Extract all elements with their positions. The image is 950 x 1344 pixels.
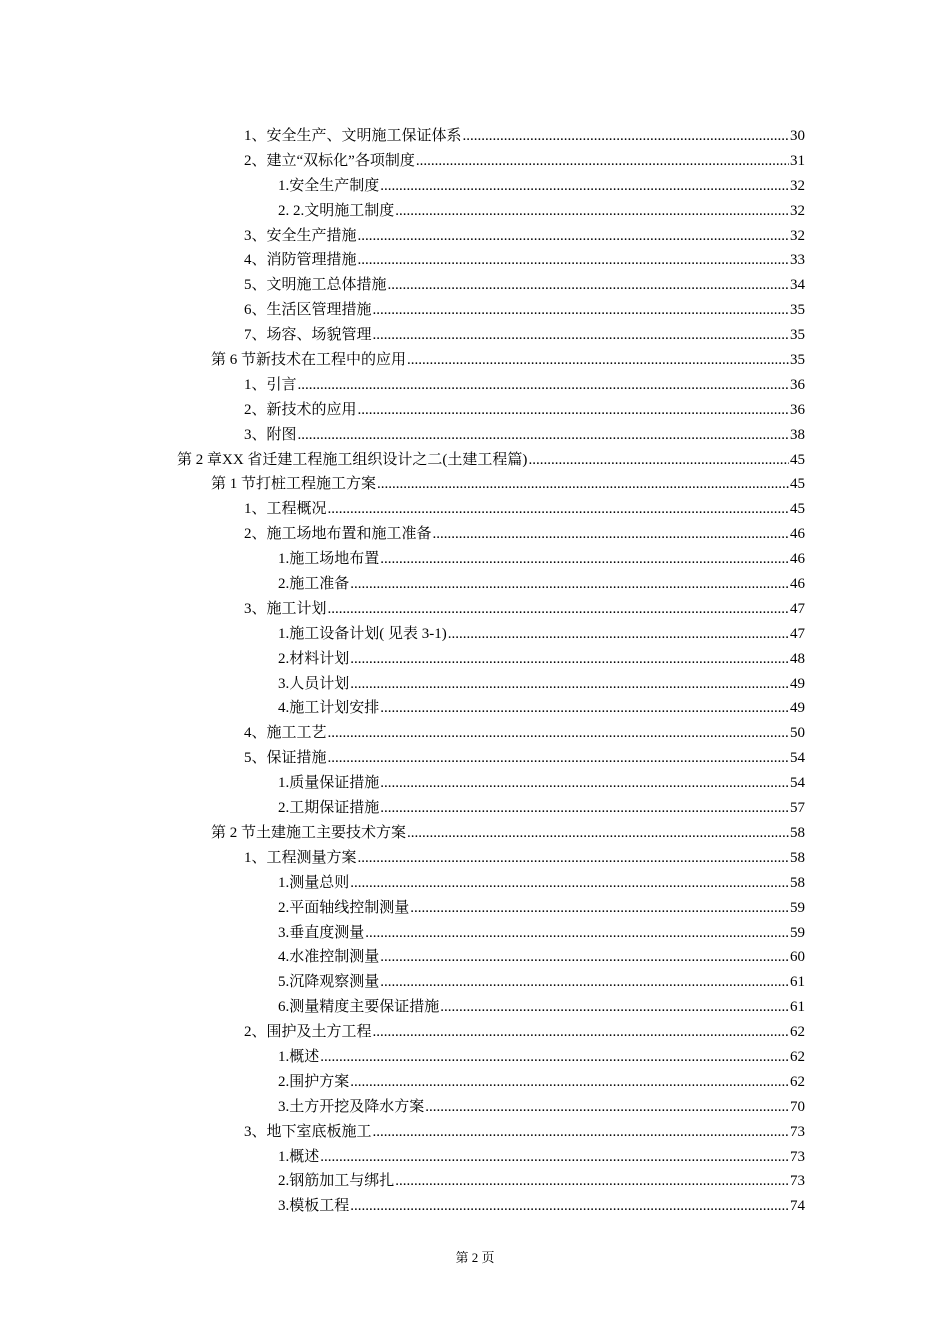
toc-entry-number: 2. [278, 1173, 290, 1190]
toc-entry-page: 59 [790, 924, 805, 941]
toc-entry-page: 61 [790, 999, 805, 1016]
toc-entry[interactable] [0, 497, 950, 522]
toc-entry[interactable] [0, 174, 950, 199]
toc-entry-page: 38 [790, 426, 805, 443]
toc-entry-title: 工期保证措施 [289, 800, 380, 817]
toc-leader-dots [380, 945, 789, 970]
toc-entry-number: 2. [278, 899, 290, 916]
toc-entry[interactable] [0, 995, 950, 1020]
toc-entry-number: 2、 [244, 1024, 267, 1041]
toc-entry-number: 4. [278, 700, 290, 717]
toc-entry[interactable] [0, 348, 950, 373]
toc-entry-page: 58 [790, 824, 805, 841]
toc-entry-title: 安全生产制度 [289, 177, 380, 194]
toc-entry-page: 73 [790, 1148, 805, 1165]
toc-entry[interactable] [0, 373, 950, 398]
toc-entry-number: 1. [278, 874, 290, 891]
toc-leader-dots [350, 647, 789, 672]
toc-entry[interactable] [0, 472, 950, 497]
toc-entry-title: 材料计划 [289, 650, 350, 667]
toc-entry-title: 围护方案 [289, 1073, 350, 1090]
toc-entry-title: 文明施工总体措施 [266, 277, 387, 294]
toc-entry-page: 50 [790, 725, 805, 742]
toc-entry[interactable] [0, 970, 950, 995]
toc-leader-dots [395, 1169, 789, 1194]
toc-entry-title: 概述 [289, 1048, 320, 1065]
toc-entry-page: 62 [790, 1024, 805, 1041]
toc-entry[interactable] [0, 896, 950, 921]
toc-leader-dots [373, 1020, 789, 1045]
toc-entry[interactable] [0, 1095, 950, 1120]
toc-entry[interactable] [0, 224, 950, 249]
toc-leader-dots [350, 572, 789, 597]
toc-entry-title: 施工工艺 [266, 725, 327, 742]
toc-leader-dots [380, 547, 789, 572]
toc-entry[interactable] [0, 323, 950, 348]
toc-entry-page: 60 [790, 949, 805, 966]
toc-entry-number: 6、 [244, 302, 267, 319]
toc-entry-title: 新技术在工程中的应用 [256, 352, 407, 369]
toc-entry-title: 施工计划安排 [289, 700, 380, 717]
toc-entry[interactable] [0, 423, 950, 448]
toc-entry-number: 5、 [244, 750, 267, 767]
toc-entry-number: 5、 [244, 277, 267, 294]
toc-leader-dots [380, 970, 789, 995]
toc-entry-number: 3. [278, 1198, 290, 1215]
toc-entry[interactable] [0, 1120, 950, 1145]
toc-entry-title: 安全生产措施 [266, 227, 357, 244]
toc-leader-dots [463, 124, 789, 149]
toc-entry[interactable] [0, 572, 950, 597]
toc-entry-page: 54 [790, 750, 805, 767]
toc-entry-number: 1、 [244, 376, 267, 393]
toc-leader-dots [380, 696, 789, 721]
toc-leader-dots [350, 1194, 789, 1219]
toc-entry-page: 36 [790, 401, 805, 418]
toc-leader-dots [395, 199, 789, 224]
toc-entry-page: 35 [790, 327, 805, 344]
toc-leader-dots [358, 248, 789, 273]
toc-entry-page: 46 [790, 551, 805, 568]
toc-entry-number: 2. [278, 576, 290, 593]
toc-leader-dots [328, 597, 789, 622]
toc-leader-dots [410, 896, 789, 921]
toc-entry-number: 3、 [244, 426, 267, 443]
toc-entry-number: 2. 2. [278, 202, 305, 219]
toc-entry-title: 引言 [266, 376, 297, 393]
toc-entry-title: 沉降观察测量 [289, 974, 380, 991]
toc-entry-title: 工程测量方案 [266, 849, 357, 866]
toc-entry-number: 3. [278, 675, 290, 692]
toc-entry-title: 保证措施 [266, 750, 327, 767]
toc-leader-dots [373, 1120, 789, 1145]
toc-entry[interactable] [0, 1194, 950, 1219]
toc-entry[interactable] [0, 846, 950, 871]
toc-entry-number: 1. [278, 177, 290, 194]
toc-entry-page: 59 [790, 899, 805, 916]
toc-entry[interactable] [0, 647, 950, 672]
toc-leader-dots [298, 423, 789, 448]
toc-entry-title: 施工准备 [289, 576, 350, 593]
toc-entry[interactable] [0, 1169, 950, 1194]
toc-entry-page: 57 [790, 800, 805, 817]
toc-entry[interactable] [0, 149, 950, 174]
toc-entry-number: 1. [278, 1048, 290, 1065]
toc-leader-dots [528, 448, 789, 473]
toc-leader-dots [380, 771, 789, 796]
toc-entry-title: 测量总则 [289, 874, 350, 891]
toc-entry[interactable] [0, 124, 950, 149]
toc-entry-page: 46 [790, 576, 805, 593]
toc-entry[interactable] [0, 1045, 950, 1070]
toc-leader-dots [328, 497, 789, 522]
toc-leader-dots [320, 1045, 789, 1070]
toc-entry[interactable] [0, 672, 950, 697]
toc-entry-page: 32 [790, 202, 805, 219]
toc-leader-dots [373, 298, 789, 323]
toc-entry-page: 62 [790, 1048, 805, 1065]
toc-entry-number: 1、 [244, 501, 267, 518]
toc-entry-number: 5. [278, 974, 290, 991]
toc-entry-number: 3、 [244, 1123, 267, 1140]
toc-entry[interactable] [0, 696, 950, 721]
toc-entry[interactable] [0, 796, 950, 821]
toc-leader-dots [425, 1095, 789, 1120]
toc-entry-title: 概述 [289, 1148, 320, 1165]
toc-entry-title: 质量保证措施 [289, 775, 380, 792]
toc-entry-title: 文明施工制度 [304, 202, 395, 219]
toc-leader-dots [416, 149, 789, 174]
toc-entry-title: XX 省迁建工程施工组织设计之二(土建工程篇) [222, 451, 528, 468]
toc-entry-title: 施工场地布置 [289, 551, 380, 568]
toc-entry-page: 31 [790, 152, 805, 169]
toc-entry-page: 61 [790, 974, 805, 991]
toc-entry-number: 1. [278, 625, 290, 642]
toc-entry-number: 1. [278, 1148, 290, 1165]
toc-entry-title: 土方开挖及降水方案 [289, 1098, 425, 1115]
toc-entry-page: 32 [790, 177, 805, 194]
toc-entry-title: 测量精度主要保证措施 [289, 999, 440, 1016]
toc-entry-number: 7、 [244, 327, 267, 344]
toc-leader-dots [388, 273, 789, 298]
toc-entry[interactable] [0, 1070, 950, 1095]
toc-entry[interactable] [0, 921, 950, 946]
toc-entry-page: 46 [790, 526, 805, 543]
toc-entry-page: 45 [790, 476, 805, 493]
page-footer [0, 1247, 950, 1266]
toc-entry-page: 54 [790, 775, 805, 792]
toc-entry-page: 33 [790, 252, 805, 269]
toc-entry-page: 45 [790, 501, 805, 518]
toc-entry-title: 水准控制测量 [289, 949, 380, 966]
toc-entry[interactable] [0, 871, 950, 896]
toc-entry-page: 74 [790, 1198, 805, 1215]
toc-entry-number: 第 1 节 [211, 476, 257, 493]
toc-entry-number: 3、 [244, 600, 267, 617]
toc-entry-title: 安全生产、文明施工保证体系 [266, 128, 462, 144]
toc-entry-number: 1、 [244, 849, 267, 866]
toc-entry-number: 2、 [244, 152, 267, 169]
toc-entry-title: 建立“双标化”各项制度 [266, 152, 415, 169]
toc-entry-page: 35 [790, 352, 805, 369]
toc-entry-page: 32 [790, 227, 805, 244]
toc-entry-number: 第 2 章 [177, 451, 223, 468]
toc-entry-number: 4、 [244, 252, 267, 269]
table-of-contents [0, 124, 950, 1219]
toc-leader-dots [407, 348, 789, 373]
toc-entry-page: 58 [790, 849, 805, 866]
toc-entry-number: 第 6 节 [211, 352, 257, 369]
toc-entry[interactable] [0, 622, 950, 647]
toc-entry-page: 70 [790, 1098, 805, 1115]
toc-entry-title: 施工设备计划( 见表 3-1) [289, 625, 447, 642]
toc-leader-dots [298, 373, 789, 398]
toc-entry[interactable] [0, 273, 950, 298]
toc-entry-title: 施工场地布置和施工准备 [266, 526, 432, 543]
toc-entry-page: 47 [790, 625, 805, 642]
toc-entry-title: 土建施工主要技术方案 [256, 824, 407, 841]
toc-entry[interactable] [0, 398, 950, 423]
toc-leader-dots [407, 821, 789, 846]
toc-entry[interactable] [0, 821, 950, 846]
toc-entry-title: 施工计划 [266, 600, 327, 617]
toc-entry[interactable] [0, 522, 950, 547]
toc-entry-number: 3. [278, 924, 290, 941]
toc-entry-number: 2、 [244, 526, 267, 543]
toc-entry-number: 2. [278, 1073, 290, 1090]
toc-leader-dots [358, 224, 789, 249]
toc-entry-number: 3. [278, 1098, 290, 1115]
toc-leader-dots [380, 174, 789, 199]
toc-entry-title: 新技术的应用 [266, 401, 357, 418]
toc-entry[interactable] [0, 547, 950, 572]
toc-entry-page: 47 [790, 600, 805, 617]
toc-entry-title: 模板工程 [289, 1198, 350, 1215]
toc-entry[interactable] [0, 721, 950, 746]
toc-entry[interactable] [0, 248, 950, 273]
toc-leader-dots [328, 746, 789, 771]
toc-entry-number: 3、 [244, 227, 267, 244]
toc-leader-dots [373, 323, 789, 348]
toc-entry[interactable] [0, 199, 950, 224]
toc-entry-title: 附图 [266, 426, 297, 443]
toc-leader-dots [328, 721, 789, 746]
toc-entry[interactable] [0, 771, 950, 796]
toc-entry[interactable] [0, 448, 950, 473]
toc-entry-page: 58 [790, 874, 805, 891]
toc-entry-number: 第 2 节 [211, 824, 257, 841]
toc-entry-page: 49 [790, 700, 805, 717]
toc-entry-title: 地下室底板施工 [266, 1123, 372, 1140]
toc-entry-number: 4. [278, 949, 290, 966]
toc-entry-title: 生活区管理措施 [266, 302, 372, 319]
toc-entry-page: 45 [790, 451, 805, 468]
toc-entry-title: 人员计划 [289, 675, 350, 692]
toc-entry[interactable] [0, 1020, 950, 1045]
toc-entry-page: 36 [790, 376, 805, 393]
toc-leader-dots [350, 672, 789, 697]
toc-entry-number: 2. [278, 800, 290, 817]
toc-entry-page: 34 [790, 277, 805, 294]
toc-entry-page: 35 [790, 302, 805, 319]
toc-leader-dots [350, 1070, 789, 1095]
toc-entry[interactable] [0, 298, 950, 323]
toc-entry-page: 73 [790, 1123, 805, 1140]
toc-entry-title: 钢筋加工与绑扎 [289, 1173, 395, 1190]
toc-entry-page: 48 [790, 650, 805, 667]
toc-entry-title: 场容、场貌管理 [266, 327, 372, 344]
toc-leader-dots [358, 846, 789, 871]
toc-entry[interactable] [0, 1145, 950, 1170]
toc-leader-dots [377, 472, 789, 497]
toc-entry-title: 工程概况 [266, 501, 327, 518]
toc-entry[interactable] [0, 597, 950, 622]
toc-leader-dots [380, 796, 789, 821]
toc-entry-number: 4、 [244, 725, 267, 742]
toc-leader-dots [320, 1145, 789, 1170]
toc-entry-number: 1. [278, 775, 290, 792]
toc-entry-title: 消防管理措施 [266, 252, 357, 269]
toc-entry-number: 1、 [244, 128, 267, 144]
toc-entry-number: 6. [278, 999, 290, 1016]
toc-leader-dots [440, 995, 789, 1020]
toc-leader-dots [358, 398, 789, 423]
toc-entry-page: 49 [790, 675, 805, 692]
toc-entry-number: 1. [278, 551, 290, 568]
toc-leader-dots [350, 871, 789, 896]
toc-entry-number: 2. [278, 650, 290, 667]
toc-leader-dots [433, 522, 789, 547]
toc-entry-title: 平面轴线控制测量 [289, 899, 410, 916]
toc-entry-title: 垂直度测量 [289, 924, 365, 941]
toc-entry-page: 30 [790, 128, 805, 144]
toc-entry[interactable] [0, 945, 950, 970]
toc-entry-title: 围护及土方工程 [266, 1024, 372, 1041]
toc-entry-title: 打桩工程施工方案 [256, 476, 377, 493]
toc-entry-page: 73 [790, 1173, 805, 1190]
toc-entry-number: 2、 [244, 401, 267, 418]
toc-entry-page: 62 [790, 1073, 805, 1090]
toc-leader-dots [448, 622, 789, 647]
toc-entry[interactable] [0, 746, 950, 771]
page-number-label: 第 2 页 [455, 1250, 495, 1265]
toc-leader-dots [365, 921, 789, 946]
